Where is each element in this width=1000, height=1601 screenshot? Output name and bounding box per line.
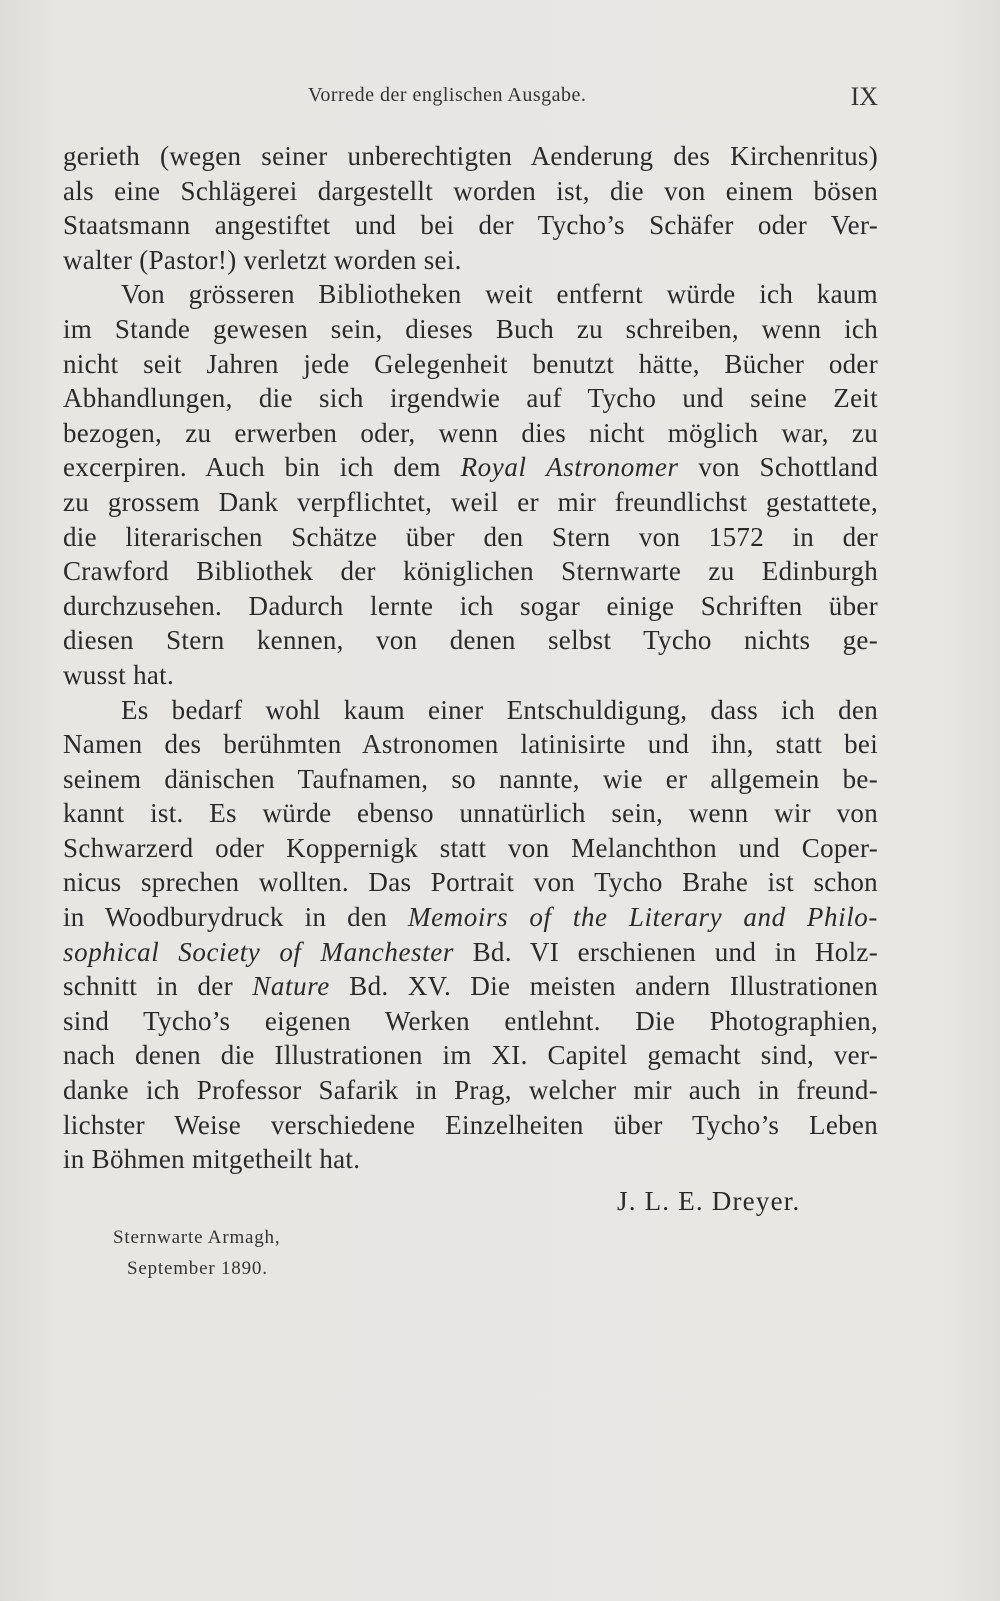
text-run: Bd. VI erschienen und in Holz- (453, 936, 878, 967)
text-run: excerpiren. Auch bin ich dem (63, 452, 461, 483)
text-line: diesen Stern kennen, von denen selbst Tycho nichts ge- (63, 625, 878, 656)
text-line: als eine Schlägerei dargestellt worden ist, die von einem bösen (63, 175, 878, 206)
text-line (63, 900, 878, 935)
running-head (63, 84, 878, 114)
date-line: September 1890. (127, 1258, 268, 1279)
text-line: bezogen, zu erwerben oder, wenn dies nicht möglich war, zu (63, 417, 878, 448)
text-line: Staatsmann angestiftet und bei der Tycho’s Schäfer oder Ver- (63, 210, 878, 241)
place-line: Sternwarte Armagh, (113, 1227, 281, 1248)
author-signature: J. L. E. Dreyer. (617, 1186, 801, 1216)
paragraph-start-line: Von grösseren Bibliotheken weit entfernt würde ich kaum (121, 279, 878, 310)
text-line (63, 969, 878, 1004)
text-line (63, 935, 878, 970)
text-line: die literarischen Schätze über den Stern von 1572 in der (63, 521, 878, 552)
text-line: nicht seit Jahren jede Gelegenheit benutzt hätte, Bücher oder (63, 348, 878, 379)
text-line: Namen des berühmten Astronomen latinisirte und ihn, statt bei (63, 729, 878, 760)
italic-title-society: sophical Society of Manchester (63, 936, 454, 967)
text-line: nach denen die Illustrationen im XI. Capitel gemacht sind, ver- (63, 1040, 878, 1071)
text-line: seinem dänischen Taufnamen, so nannte, wie er allgemein be- (63, 763, 878, 794)
italic-title-nature: Nature (252, 971, 330, 1002)
text-run: Bd. XV. Die meisten andern Illustrationen (329, 971, 878, 1002)
text-line: zu grossem Dank verpflichtet, weil er mir freundlichst gestattete, (63, 486, 878, 517)
text-run: in Woodburydruck in den (63, 902, 408, 933)
text-line: wusst hat. (63, 659, 174, 690)
text-line: gerieth (wegen seiner unberechtigten Aenderung des Kirchenritus) (63, 141, 878, 171)
text-line: Schwarzerd oder Koppernigk statt von Melanchthon und Coper- (63, 832, 878, 863)
text-line: danke ich Professor Safarik in Prag, welcher mir auch in freund- (63, 1075, 878, 1106)
page-number: IX (850, 82, 878, 111)
text-line: nicus sprechen wollten. Das Portrait von Tycho Brahe ist schon (63, 867, 878, 898)
text-run: von Schottland (678, 452, 878, 483)
place-date-block (113, 1222, 280, 1284)
running-title: Vorrede der englischen Ausgabe. (308, 84, 587, 106)
text-line: im Stande gewesen sein, dieses Buch zu schreiben, wenn ich (63, 313, 878, 344)
italic-title-memoirs: Memoirs of the Literary and Philo- (408, 902, 878, 933)
text-line: kannt ist. Es würde ebenso unnatürlich sein, wenn wir von (63, 798, 878, 829)
paragraph-start-line: Es bedarf wohl kaum einer Entschuldigung, dass ich den (121, 694, 878, 725)
text-line: lichster Weise verschiedene Einzelheiten über Tycho’s Leben (63, 1109, 878, 1140)
text-run: schnitt in der (63, 971, 253, 1002)
text-line: Crawford Bibliothek der königlichen Sternwarte zu Edinburgh (63, 556, 878, 587)
text-line: Abhandlungen, die sich irgendwie auf Tycho und seine Zeit (63, 383, 878, 414)
text-line: sind Tycho’s eigenen Werken entlehnt. Die Photographien, (63, 1005, 878, 1036)
italic-title-royal-astronomer: Royal Astronomer (460, 452, 679, 483)
text-line (63, 450, 878, 485)
text-line: in Böhmen mitgetheilt hat. (63, 1144, 361, 1175)
text-line: walter (Pastor!) verletzt worden sei. (63, 244, 462, 275)
body-text (63, 139, 878, 1177)
text-line: durchzusehen. Dadurch lernte ich sogar einige Schriften über (63, 590, 878, 621)
